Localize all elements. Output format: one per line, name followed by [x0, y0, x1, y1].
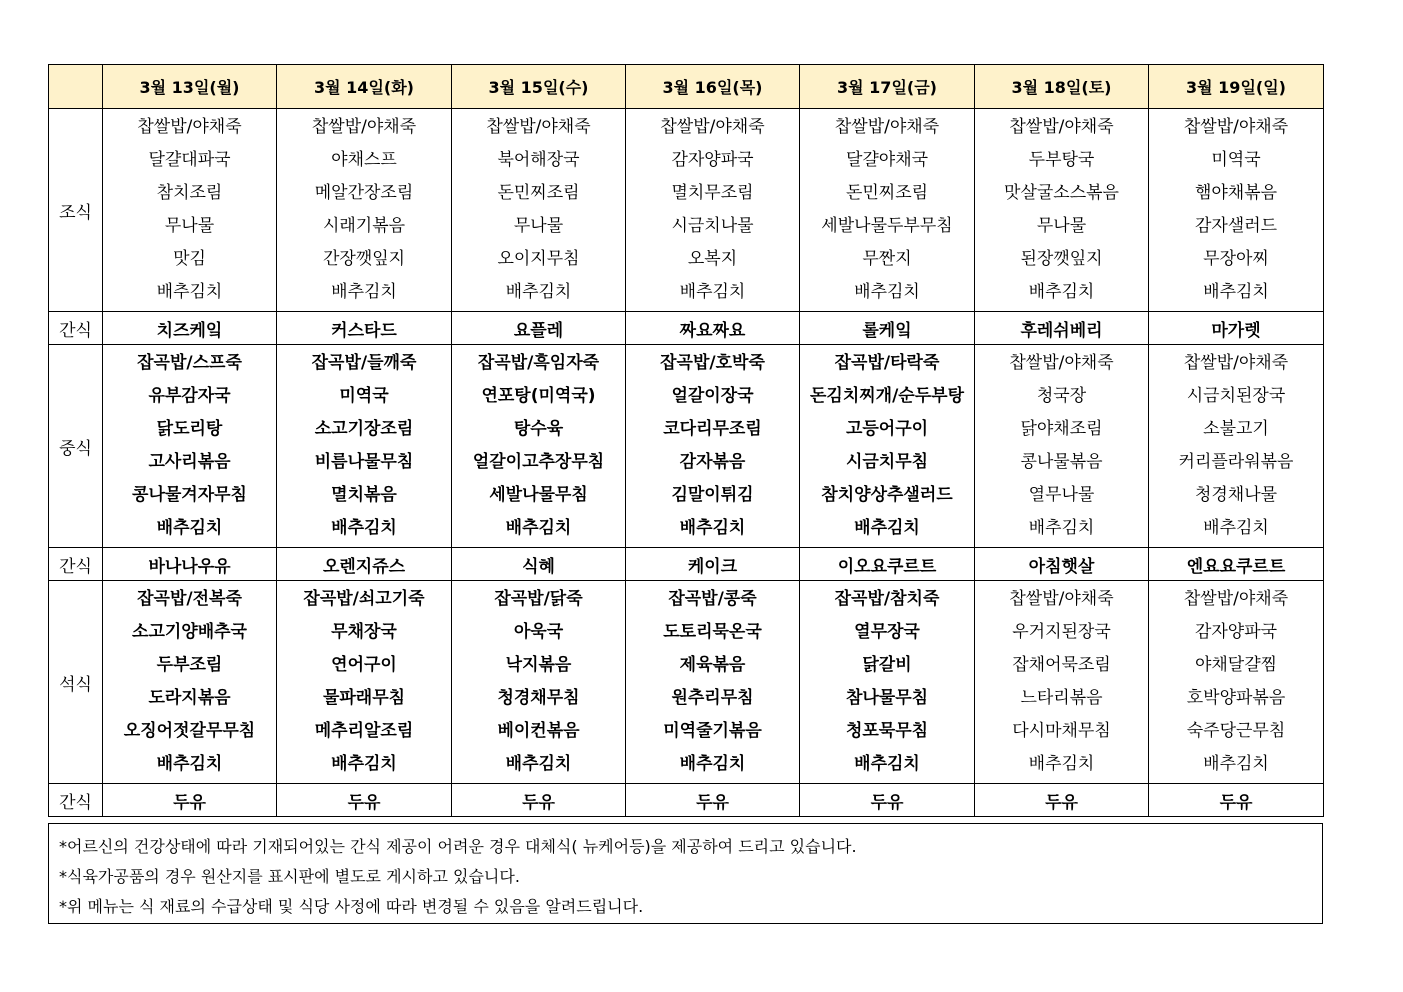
corner-cell	[49, 65, 103, 109]
menu-item: 돈김치찌개/순두부탕	[809, 386, 964, 406]
menu-item: 배추김치	[505, 754, 572, 774]
menu-item: 도토리묵온국	[663, 622, 762, 642]
day-header: 3월 17일(금)	[800, 65, 975, 109]
menu-item: 찹쌀밥/야채죽	[486, 117, 591, 137]
menu-item: 배추김치	[1028, 282, 1095, 302]
menu-item: 배추김치	[854, 282, 920, 302]
day-header: 3월 15일(수)	[452, 65, 626, 109]
snack-cell: 두유	[800, 784, 975, 817]
menu-item: 배추김치	[156, 282, 223, 302]
menu-item: 배추김치	[505, 518, 572, 538]
menu-cell	[452, 581, 626, 784]
menu-cell	[626, 581, 800, 784]
menu-cell	[626, 109, 800, 312]
menu-item: 시금치나물	[671, 216, 754, 236]
menu-item: 미역국	[1211, 150, 1261, 170]
menu-item: 잡곡밥/쇠고기죽	[303, 589, 425, 609]
note-line: *어르신의 건강상태에 따라 기재되어있는 간식 제공이 어려운 경우 대체식( 뉴케어등)을 제공하여 드리고 있습니다.	[59, 837, 857, 856]
menu-item: 호박양파볶음	[1186, 688, 1286, 708]
menu-item: 두부탕국	[1028, 150, 1095, 170]
menu-item: 아욱국	[513, 622, 564, 642]
menu-item: 맛살굴소스볶음	[1004, 183, 1119, 203]
menu-cell	[800, 109, 975, 312]
menu-cell	[626, 345, 800, 548]
breakfast-row	[49, 109, 1324, 312]
menu-item: 베이컨볶음	[497, 721, 580, 741]
menu-item: 배추김치	[331, 754, 397, 774]
lunch-row	[49, 345, 1324, 548]
menu-cell	[800, 581, 975, 784]
menu-item: 배추김치	[854, 518, 920, 538]
menu-item: 잡채어묵조림	[1012, 655, 1111, 675]
menu-cell	[277, 109, 452, 312]
menu-item: 느타리볶음	[1020, 688, 1103, 708]
menu-item: 잡곡밥/호박죽	[660, 353, 765, 373]
snack-label: 간식	[49, 548, 103, 581]
snack-cell: 두유	[277, 784, 452, 817]
menu-item: 두부조림	[156, 655, 223, 675]
menu-item: 잡곡밥/닭죽	[494, 589, 583, 609]
menu-item: 배추김치	[679, 754, 746, 774]
menu-item: 얼갈이장국	[671, 386, 754, 406]
menu-cell	[1149, 345, 1324, 548]
menu-item: 잡곡밥/참치죽	[834, 589, 940, 609]
menu-item: 찹쌀밥/야채죽	[137, 117, 242, 137]
menu-item: 참치양상추샐러드	[821, 485, 953, 505]
snack-cell: 커스타드	[277, 312, 452, 345]
snack-cell: 후레쉬베리	[975, 312, 1149, 345]
menu-item: 배추김치	[1203, 754, 1269, 774]
menu-item: 배추김치	[1028, 518, 1095, 538]
dinner-label: 석식	[49, 581, 103, 784]
weekly-menu-table	[48, 64, 1324, 817]
menu-item: 잡곡밥/스프죽	[137, 353, 242, 373]
menu-item: 미역줄기볶음	[663, 721, 762, 741]
menu-item: 배추김치	[679, 518, 746, 538]
menu-item: 맛김	[173, 249, 206, 269]
menu-item: 소고기양배추국	[132, 622, 247, 642]
menu-item: 콩나물볶음	[1020, 452, 1103, 472]
notes-box	[48, 823, 1323, 924]
snack-cell: 케이크	[626, 548, 800, 581]
menu-cell	[103, 345, 277, 548]
menu-item: 얼갈이고추장무침	[472, 452, 605, 472]
menu-item: 우거지된장국	[1012, 622, 1111, 642]
menu-item: 멸치무조림	[671, 183, 754, 203]
snack-label: 간식	[49, 312, 103, 345]
menu-item: 김말이튀김	[671, 485, 754, 505]
menu-item: 참치조림	[156, 183, 223, 203]
menu-item: 열무장국	[854, 622, 920, 642]
snack-cell: 바나나우유	[103, 548, 277, 581]
menu-item: 배추김치	[156, 518, 223, 538]
snack-cell: 두유	[626, 784, 800, 817]
menu-item: 소불고기	[1203, 419, 1269, 439]
menu-item: 메알간장조림	[314, 183, 414, 203]
menu-item: 코다리무조림	[663, 419, 762, 439]
menu-item: 찹쌀밥/야채죽	[834, 117, 940, 137]
menu-item: 야채달걀찜	[1194, 655, 1278, 675]
menu-item: 배추김치	[1028, 754, 1095, 774]
menu-item: 고등어구이	[845, 419, 929, 439]
menu-item: 찹쌀밥/야채죽	[1183, 589, 1289, 609]
menu-item: 간장깻잎지	[322, 249, 406, 269]
menu-item: 청국장	[1036, 386, 1087, 406]
menu-item: 햄야채볶음	[1194, 183, 1278, 203]
menu-item: 배추김치	[331, 282, 397, 302]
snack-cell: 두유	[103, 784, 277, 817]
menu-item: 잡곡밥/들깨죽	[311, 353, 417, 373]
menu-cell	[975, 345, 1149, 548]
menu-item: 유부감자국	[148, 386, 231, 406]
menu-item: 무나물	[1036, 216, 1087, 236]
menu-item: 오이지무침	[497, 249, 580, 269]
menu-cell	[1149, 581, 1324, 784]
menu-item: 감자샐러드	[1194, 216, 1278, 236]
snack-cell: 두유	[1149, 784, 1324, 817]
snack-cell: 엔요요쿠르트	[1149, 548, 1324, 581]
menu-item: 찹쌀밥/야채죽	[311, 117, 417, 137]
menu-item: 감자양파국	[671, 150, 754, 170]
menu-item: 오복지	[687, 249, 738, 269]
menu-item: 닭도리탕	[156, 419, 223, 439]
note-line: *위 메뉴는 식 재료의 수급상태 및 식당 사정에 따라 변경될 수 있음을 알려드립니다.	[59, 897, 644, 916]
menu-cell	[103, 109, 277, 312]
snack-cell: 오렌지쥬스	[277, 548, 452, 581]
header-row	[49, 65, 1324, 109]
menu-item: 열무나물	[1028, 485, 1095, 505]
menu-item: 물파래무침	[322, 688, 406, 708]
menu-item: 야채스프	[331, 150, 397, 170]
menu-item: 무짠지	[862, 249, 912, 269]
menu-item: 콩나물겨자무침	[132, 485, 247, 505]
menu-item: 비름나물무침	[314, 452, 414, 472]
menu-item: 멸치볶음	[331, 485, 397, 505]
snack-cell: 아침햇살	[975, 548, 1149, 581]
day-header: 3월 13일(월)	[103, 65, 277, 109]
menu-item: 배추김치	[854, 754, 920, 774]
menu-item: 도라지볶음	[148, 688, 231, 708]
menu-cell	[1149, 109, 1324, 312]
menu-item: 돈민찌조림	[845, 183, 929, 203]
menu-item: 잡곡밥/전복죽	[137, 589, 242, 609]
snack-cell: 롤케잌	[800, 312, 975, 345]
snack-cell: 식혜	[452, 548, 626, 581]
snack-cell: 두유	[452, 784, 626, 817]
menu-item: 달걀대파국	[148, 150, 231, 170]
menu-item: 낙지볶음	[505, 655, 572, 675]
menu-item: 북어해장국	[497, 150, 580, 170]
snack-cell: 요플레	[452, 312, 626, 345]
snack-cell: 두유	[975, 784, 1149, 817]
snack-cell: 치즈케잌	[103, 312, 277, 345]
note-line: *식육가공품의 경우 원산지를 표시판에 별도로 게시하고 있습니다.	[59, 867, 520, 886]
lunch-label: 중식	[49, 345, 103, 548]
menu-item: 돈민찌조림	[497, 183, 580, 203]
menu-item: 커리플라워볶음	[1178, 452, 1294, 472]
menu-item: 메추리알조림	[314, 721, 414, 741]
menu-cell	[975, 581, 1149, 784]
menu-item: 청포묵무침	[845, 721, 929, 741]
menu-item: 시금치된장국	[1186, 386, 1286, 406]
menu-item: 세발나물두부무침	[821, 216, 953, 236]
menu-item: 닭야채조림	[1020, 419, 1103, 439]
menu-item: 무채장국	[331, 622, 397, 642]
menu-item: 탕수육	[513, 419, 564, 439]
menu-item: 고사리볶음	[148, 452, 231, 472]
menu-item: 찹쌀밥/야채죽	[1183, 117, 1289, 137]
menu-item: 원추리무침	[671, 688, 754, 708]
menu-item: 배추김치	[1203, 518, 1269, 538]
day-header: 3월 14일(화)	[277, 65, 452, 109]
menu-item: 배추김치	[679, 282, 746, 302]
menu-item: 시금치무침	[845, 452, 929, 472]
snack-label: 간식	[49, 784, 103, 817]
snack-row-3	[49, 784, 1324, 817]
menu-item: 연포탕(미역국)	[481, 386, 596, 406]
menu-cell	[800, 345, 975, 548]
menu-item: 무장아찌	[1203, 249, 1269, 269]
snack-cell: 마가렛	[1149, 312, 1324, 345]
menu-cell	[277, 345, 452, 548]
menu-item: 찹쌀밥/야채죽	[1009, 117, 1114, 137]
menu-item: 무나물	[164, 216, 215, 236]
menu-item: 달걀야채국	[845, 150, 929, 170]
day-header: 3월 18일(토)	[975, 65, 1149, 109]
menu-item: 시래기볶음	[322, 216, 406, 236]
snack-cell: 이오요쿠르트	[800, 548, 975, 581]
menu-cell	[277, 581, 452, 784]
menu-item: 다시마채무침	[1012, 721, 1111, 741]
menu-item: 찹쌀밥/야채죽	[660, 117, 765, 137]
menu-item: 잡곡밥/콩죽	[668, 589, 757, 609]
menu-item: 청경채무침	[497, 688, 580, 708]
menu-cell	[452, 109, 626, 312]
menu-item: 숙주당근무침	[1186, 721, 1286, 741]
menu-item: 무나물	[513, 216, 564, 236]
breakfast-label: 조식	[49, 109, 103, 312]
menu-item: 연어구이	[331, 655, 397, 675]
menu-item: 제육볶음	[679, 655, 746, 675]
menu-item: 배추김치	[1203, 282, 1269, 302]
menu-item: 감자양파국	[1194, 622, 1278, 642]
menu-item: 배추김치	[156, 754, 223, 774]
menu-item: 참나물무침	[845, 688, 929, 708]
day-header: 3월 16일(목)	[626, 65, 800, 109]
menu-item: 오징어젓갈무무침	[123, 721, 256, 741]
menu-item: 찹쌀밥/야채죽	[1009, 353, 1114, 373]
menu-item: 청경채나물	[1194, 485, 1278, 505]
menu-item: 소고기장조림	[314, 419, 414, 439]
snack-row-2	[49, 548, 1324, 581]
menu-item: 찹쌀밥/야채죽	[1009, 589, 1114, 609]
snack-row-1	[49, 312, 1324, 345]
menu-item: 감자볶음	[679, 452, 746, 472]
snack-cell: 짜요짜요	[626, 312, 800, 345]
menu-item: 미역국	[339, 386, 389, 406]
menu-item: 배추김치	[505, 282, 572, 302]
menu-item: 잡곡밥/흑임자죽	[477, 353, 600, 373]
day-header: 3월 19일(일)	[1149, 65, 1324, 109]
menu-item: 세발나물무침	[489, 485, 588, 505]
menu-cell	[975, 109, 1149, 312]
menu-item: 배추김치	[331, 518, 397, 538]
menu-cell	[452, 345, 626, 548]
menu-item: 찹쌀밥/야채죽	[1183, 353, 1289, 373]
menu-cell	[103, 581, 277, 784]
menu-item: 닭갈비	[862, 655, 912, 675]
dinner-row	[49, 581, 1324, 784]
menu-item: 잡곡밥/타락죽	[834, 353, 940, 373]
menu-item: 된장깻잎지	[1020, 249, 1103, 269]
